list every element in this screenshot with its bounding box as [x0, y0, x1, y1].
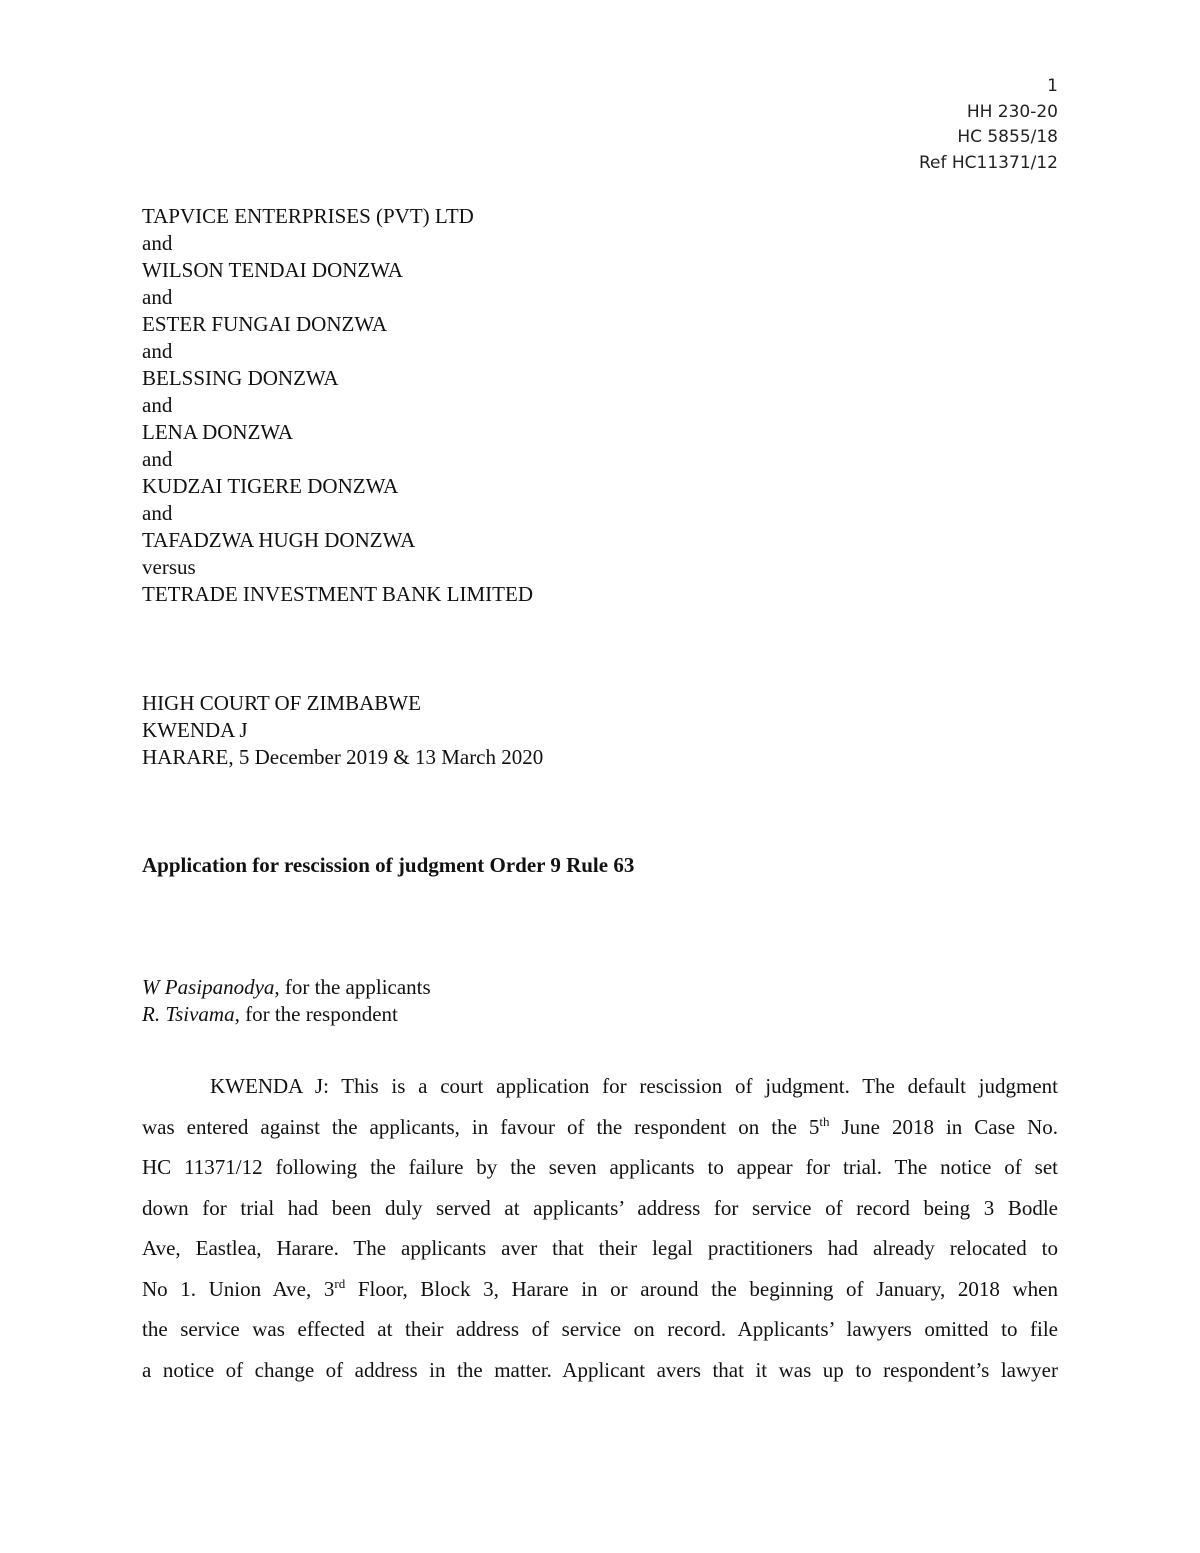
body-line: a notice of change of address in the matter. Applicant avers that it was up to respondent’s lawyer — [142, 1357, 1058, 1382]
party-line: WILSON TENDAI DONZWA — [142, 258, 403, 282]
party-line: and — [142, 339, 173, 363]
party-line: TAFADZWA HUGH DONZWA — [142, 528, 416, 552]
hearing-place-dates: HARARE, 5 December 2019 & 13 March 2020 — [142, 745, 544, 769]
party-line: and — [142, 393, 173, 417]
body-line: HC 11371/12 following the failure by the seven applicants to appear for trial. The notice of set — [142, 1155, 1058, 1179]
body-text-segment: June 2018 in Case No. — [829, 1114, 1058, 1139]
application-title: Application for rescission of judgment Order 9 Rule 63 — [142, 853, 635, 877]
counsel-list — [142, 974, 431, 1028]
body-text-segment: Floor, Block 3, Harare in or around the beginning of January, 2018 when — [345, 1276, 1059, 1301]
respondent-counsel — [142, 1001, 431, 1028]
party-line: TETRADE INVESTMENT BANK LIMITED — [142, 582, 533, 606]
body-line — [142, 1107, 1058, 1148]
court-details — [142, 690, 543, 771]
judgment-reference: HH 230-20 — [966, 101, 1058, 122]
applicants-counsel-name: W Pasipanodya — [142, 975, 275, 999]
parties-list — [142, 203, 533, 608]
party-line: TAPVICE ENTERPRISES (PVT) LTD — [142, 204, 474, 228]
page-header — [919, 74, 1058, 176]
judgment-body — [142, 1066, 1058, 1390]
party-line: versus — [142, 555, 196, 579]
body-line — [142, 1269, 1058, 1310]
court-name: HIGH COURT OF ZIMBABWE — [142, 691, 421, 715]
party-line: LENA DONZWA — [142, 420, 294, 444]
party-line: and — [142, 501, 173, 525]
body-line: the service was effected at their address of service on record. Applicants’ lawyers omitted to file — [142, 1317, 1058, 1341]
respondent-counsel-role: , for the respondent — [234, 1002, 398, 1026]
party-line: and — [142, 231, 173, 255]
party-line: and — [142, 447, 173, 471]
page-number: 1 — [1047, 76, 1058, 96]
body-line: KWENDA J: This is a court application for rescission of judgment. The default judgment — [210, 1074, 1058, 1098]
respondent-counsel-name: R. Tsivama — [142, 1002, 235, 1026]
body-text-segment: No 1. Union Ave, 3 — [142, 1276, 335, 1301]
case-number: HC 5855/18 — [957, 127, 1058, 147]
reference-case-number: Ref HC11371/12 — [919, 152, 1058, 173]
applicants-counsel — [142, 974, 431, 1001]
body-line: Ave, Eastlea, Harare. The applicants aver that their legal practitioners had already relocated to — [142, 1236, 1058, 1260]
applicants-counsel-role: , for the applicants — [274, 975, 431, 999]
ordinal-suffix: rd — [334, 1275, 346, 1291]
party-line: and — [142, 285, 173, 309]
party-line: KUDZAI TIGERE DONZWA — [142, 474, 399, 498]
body-line: down for trial had been duly served at applicants’ address for service of record being 3 Bodle — [142, 1195, 1058, 1220]
body-text-segment: was entered against the applicants, in favour of the respondent on the 5 — [142, 1114, 820, 1139]
party-line: BELSSING DONZWA — [142, 366, 339, 390]
party-line: ESTER FUNGAI DONZWA — [142, 312, 387, 336]
ordinal-suffix: th — [819, 1113, 830, 1129]
judge-name: KWENDA J — [142, 718, 248, 742]
